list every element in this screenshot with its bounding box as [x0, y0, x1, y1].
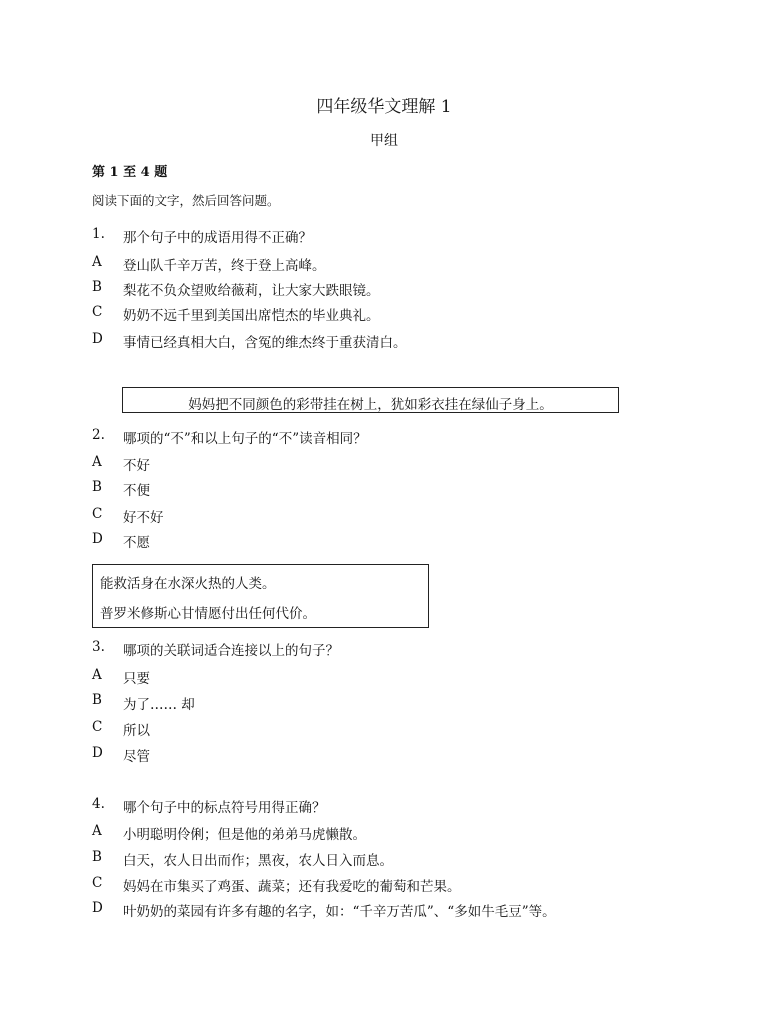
option-text: 不好	[123, 458, 150, 474]
question-number: 2.	[92, 427, 105, 443]
section-instruction: 阅读下面的文字，然后回答问题。	[92, 193, 280, 208]
question-number: 4.	[92, 796, 105, 812]
option-text: 为了…… 却	[123, 697, 195, 713]
option-letter: C	[92, 875, 103, 891]
page-title: 四年级华文理解 1	[316, 97, 452, 117]
option-text: 妈妈在市集买了鸡蛋、蔬菜；还有我爱吃的葡萄和芒果。	[123, 879, 461, 895]
option-letter: D	[92, 900, 103, 916]
option-letter: B	[92, 279, 102, 295]
option-letter: A	[92, 667, 102, 683]
option-text: 叶奶奶的菜园有许多有趣的名字，如：“千辛万苦瓜”、“多如牛毛豆”等。	[123, 904, 556, 920]
question-number: 3.	[92, 639, 105, 655]
option-letter: C	[92, 506, 103, 522]
option-text: 不愿	[123, 535, 150, 551]
option-letter: D	[92, 531, 103, 547]
section-heading: 第 1 至 4 题	[92, 165, 168, 180]
question-text: 那个句子中的成语用得不正确？	[123, 230, 312, 246]
option-text: 梨花不负众望败给薇莉，让大家大跌眼镜。	[123, 283, 380, 299]
passage-line: 能救活身在水深火热的人类。	[100, 576, 276, 592]
option-letter: B	[92, 479, 102, 495]
page-subtitle: 甲组	[370, 133, 398, 149]
option-text: 奶奶不远千里到美国出席恺杰的毕业典礼。	[123, 308, 380, 324]
option-letter: A	[92, 254, 102, 270]
question-text: 哪项的关联词适合连接以上的句子？	[123, 643, 339, 659]
question-text: 哪个句子中的标点符号用得正确？	[123, 800, 326, 816]
option-text: 事情已经真相大白，含冤的维杰终于重获清白。	[123, 335, 407, 351]
option-text: 登山队千辛万苦，终于登上高峰。	[123, 258, 326, 274]
option-text: 所以	[123, 723, 150, 739]
option-letter: A	[92, 823, 102, 839]
option-letter: A	[92, 454, 102, 470]
question-number: 1.	[92, 226, 105, 242]
option-text: 不便	[123, 483, 150, 499]
passage-box	[122, 387, 619, 413]
option-text: 尽管	[123, 749, 150, 765]
option-letter: B	[92, 692, 102, 708]
option-letter: D	[92, 745, 103, 761]
option-text: 白天，农人日出而作；黑夜，农人日入而息。	[123, 853, 393, 869]
passage-text: 妈妈把不同颜色的彩带挂在树上，犹如彩衣挂在绿仙子身上。	[188, 397, 553, 413]
option-letter: D	[92, 331, 103, 347]
option-letter: B	[92, 849, 102, 865]
option-letter: C	[92, 719, 103, 735]
option-text: 好不好	[123, 510, 164, 526]
passage-box	[92, 564, 429, 628]
option-letter: C	[92, 304, 103, 320]
option-text: 小明聪明伶俐；但是他的弟弟马虎懒散。	[123, 827, 366, 843]
option-text: 只要	[123, 671, 150, 687]
passage-line: 普罗米修斯心甘情愿付出任何代价。	[100, 606, 316, 622]
question-text: 哪项的“不”和以上句子的“不”读音相同？	[123, 431, 367, 447]
